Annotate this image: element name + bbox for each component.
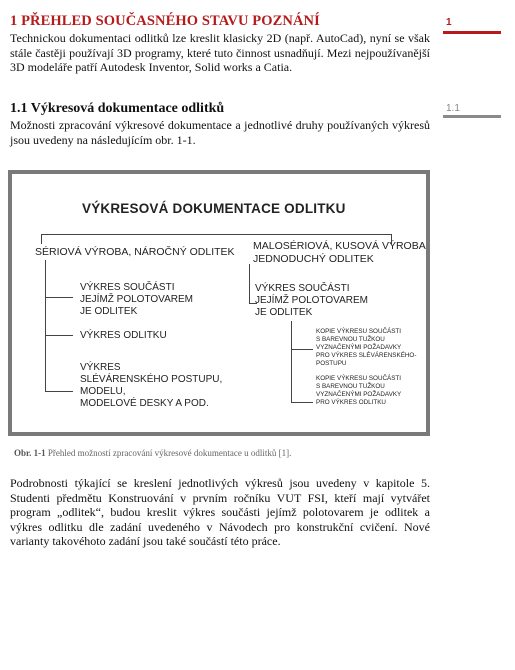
right-subitem-foundry-copy: KOPIE VÝKRESU SOUČÁSTI S BAREVNOU TUŽKOU VYZNAČENÝMI POŽADAVKY PRO VÝKRES SLÉVÁRENSKÉHO- POSTUPU (316, 328, 417, 367)
diagram-top-connector (41, 234, 391, 235)
left-branch-spine (45, 260, 46, 392)
right-subbranch-spine (291, 321, 292, 403)
right-subitem-casting-copy: KOPIE VÝKRESU SOUČÁSTI S BAREVNOU TUŽKOU VYZNAČENÝMI POŽADAVKY PRO VÝKRES ODLITKU (316, 375, 402, 406)
left-branch-tick-1 (45, 297, 73, 298)
closing-paragraph: Podrobnosti týkající se kreslení jednotlivých výkresů jsou uvedeny v kapitole 5. Studenti předmětu Konstruování v prvním ročníku VUT FSI, kteří mají vytvářet program „odlitek“, budou kreslit výkres součásti jejímž polotovarem je odlitek a výkres odlitku dle zadání uvedeného v Návodech pro konstrukční cvičení. Nové varianty takovéhoto zadání jsou také součástí této práce. (10, 476, 430, 549)
left-branch-tick-2 (45, 335, 73, 336)
section-paragraph: Možnosti zpracování výkresové dokumentace a jednotlivé druhy používaných výkresů jsou uvedeny na následujícím obr. 1-1. (10, 118, 430, 147)
chapter-heading: 1 PŘEHLED SOUČASNÉHO STAVU POZNÁNÍ (10, 13, 320, 29)
left-branch-tick-3 (45, 391, 73, 392)
left-item-foundry-drawing: VÝKRES SLÉVÁRENSKÉHO POSTUPU, MODELU, MODELOVÉ DESKY A POD. (80, 362, 223, 409)
section-marker-bar (443, 115, 501, 118)
chapter-paragraph: Technickou dokumentaci odlitků lze kreslit klasicky 2D (např. AutoCad), nyní se však stále častěji používají 3D programy, které tuto činnost usnadňují. Mezi nejpoužívanější 3D modeláře patří Autodesk Inventor, Solid works a Catia. (10, 31, 430, 75)
figure-caption-text: Přehled možností zpracování výkresové dokumentace u odlitků [1]. (45, 448, 292, 458)
right-branch-spine (249, 264, 250, 304)
right-subbranch-tick-1 (291, 349, 313, 350)
chapter-marker-bar (443, 31, 501, 34)
right-subbranch-tick-2 (291, 402, 313, 403)
chapter-number-marker: 1 (446, 17, 452, 28)
left-branch-heading: SÉRIOVÁ VÝROBA, NÁROČNÝ ODLITEK (35, 246, 235, 258)
left-item-part-drawing: VÝKRES SOUČÁSTI JEJÍMŽ POLOTOVAREM JE ODLITEK (80, 282, 193, 317)
figure-diagram (8, 170, 430, 436)
right-item-part-drawing: VÝKRES SOUČÁSTI JEJÍMŽ POLOTOVAREM JE ODLITEK (255, 283, 368, 318)
figure-caption (14, 448, 291, 458)
left-item-casting-drawing: VÝKRES ODLITKU (80, 330, 167, 341)
section-number-marker: 1.1 (446, 103, 460, 114)
diagram-title: VÝKRESOVÁ DOKUMENTACE ODLITKU (82, 201, 346, 216)
figure-caption-label: Obr. 1-1 (14, 448, 46, 458)
diagram-left-drop (41, 234, 42, 244)
right-branch-heading: MALOSÉRIOVÁ, KUSOVÁ VÝROBA JEDNODUCHÝ ODLITEK (253, 240, 426, 265)
section-heading: 1.1 Výkresová dokumentace odlitků (10, 101, 225, 116)
